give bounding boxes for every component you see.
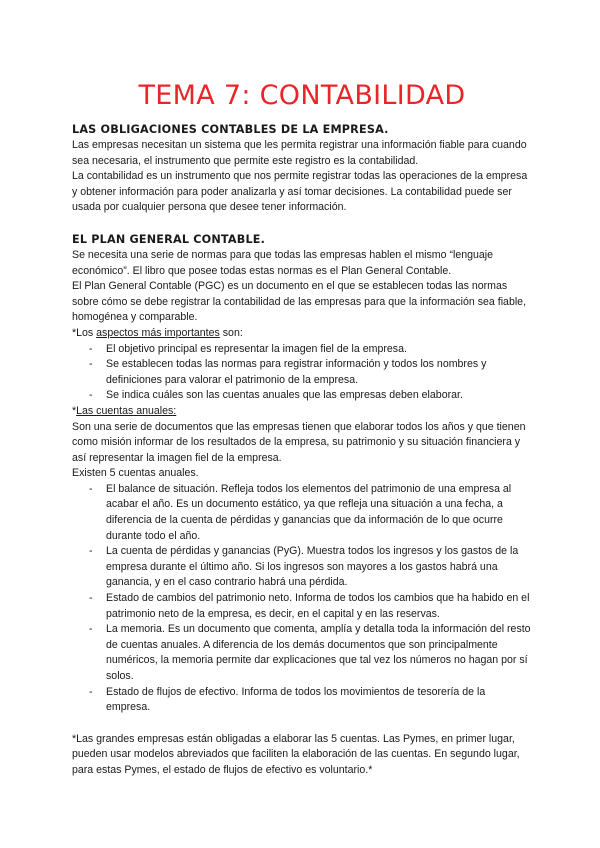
footnote: *Las grandes empresas están obligadas a elaborar las 5 cuentas. Las Pymes, en primer lugar, pueden usar modelos abreviados que faciliten la elaboración de las cuentas. En segundo lugar, para estas Pymes, el estado de flujos de efectivo es voluntario.* <box>72 732 520 776</box>
paragraph: El Plan General Contable (PGC) es un documento en el que se establecen todas las normas sobre cómo se debe registrar la contabilidad de las empresas para que la información sea fiable, homogénea y comparable. <box>72 280 527 324</box>
list-item: - Se establecen todas las normas para registrar información y todos los nombres y definiciones para valorar el patrimonio de la empresa. <box>72 357 532 388</box>
paragraph: Las empresas necesitan un sistema que les permita registrar una información fiable para cuando sea necesaria, el instrumento que permite este registro es la contabilidad. <box>72 139 527 167</box>
document-content <box>72 122 532 779</box>
list-item: - La memoria. Es un documento que comenta, amplía y detalla toda la información del resto de cuentas anuales. A diferencia de los demás documentos que son principalmente numéricos, la memoria permite dar explicaciones que tal vez los números no hagan por sí solos. <box>72 622 532 684</box>
aspectos-list <box>72 342 532 404</box>
aspectos-prefix: *Los <box>72 326 97 339</box>
page-title: TEMA 7: CONTABILIDAD <box>138 80 466 111</box>
paragraph: La contabilidad es un instrumento que nos permite registrar todas las operaciones de la empresa y obtener información para poder analizarla y así tomar decisiones. La contabilidad puede ser usada por cualquier persona que desee tener información. <box>72 170 528 214</box>
section-heading-obligaciones: LAS OBLIGACIONES CONTABLES DE LA EMPRESA. <box>72 123 389 136</box>
list-item: - El balance de situación. Refleja todos los elementos del patrimonio de una empresa al acabar el año. Es un documento estático, ya que refleja una situación a una fecha, a diferencia de la cuenta de pérdidas y ganancias que da información de lo que ocurre durante todo el año. <box>72 482 532 544</box>
paragraph: Se necesita una serie de normas para que todas las empresas hablen el mismo “lenguaje económico”. El libro que posee todas estas normas es el Plan General Contable. <box>72 248 494 277</box>
paragraph: Existen 5 cuentas anuales. <box>72 467 199 480</box>
section-heading-pgc: EL PLAN GENERAL CONTABLE. <box>72 232 266 246</box>
cuentas-prefix: * <box>72 404 77 417</box>
aspectos-underlined: aspectos más importantes <box>96 326 220 339</box>
list-item: - Se indica cuáles son las cuentas anuales que las empresas deben elaborar. <box>72 388 532 404</box>
paragraph: Son una serie de documentos que las empresas tienen que elaborar todos los años y que tienen como misión informar de los resultados de la empresa, su patrimonio y su situación financiera y así representar la imagen fiel de la empresa. <box>72 420 526 464</box>
list-item: - Estado de cambios del patrimonio neto. Informa de todos los cambios que ha habido en el patrimonio neto de la empresa, es decir, en el capital y en las reservas. <box>72 591 532 622</box>
cuentas-list <box>72 482 532 716</box>
cuentas-underlined: Las cuentas anuales: <box>76 404 177 417</box>
list-item: - Estado de flujos de efectivo. Informa de todos los movimientos de tesorería de la empresa. <box>72 685 532 716</box>
list-item: - El objetivo principal es representar la imagen fiel de la empresa. <box>72 342 532 358</box>
cuentas-heading <box>72 404 532 420</box>
aspectos-suffix: son: <box>219 326 243 339</box>
list-item: - La cuenta de pérdidas y ganancias (PyG). Muestra todos los ingresos y los gastos de la empresa durante el último año. Si los ingresos son mayores a los gastos habrá una ganancia, y en el caso contrario habrá una pérdida. <box>72 544 532 591</box>
aspectos-intro <box>72 326 532 342</box>
